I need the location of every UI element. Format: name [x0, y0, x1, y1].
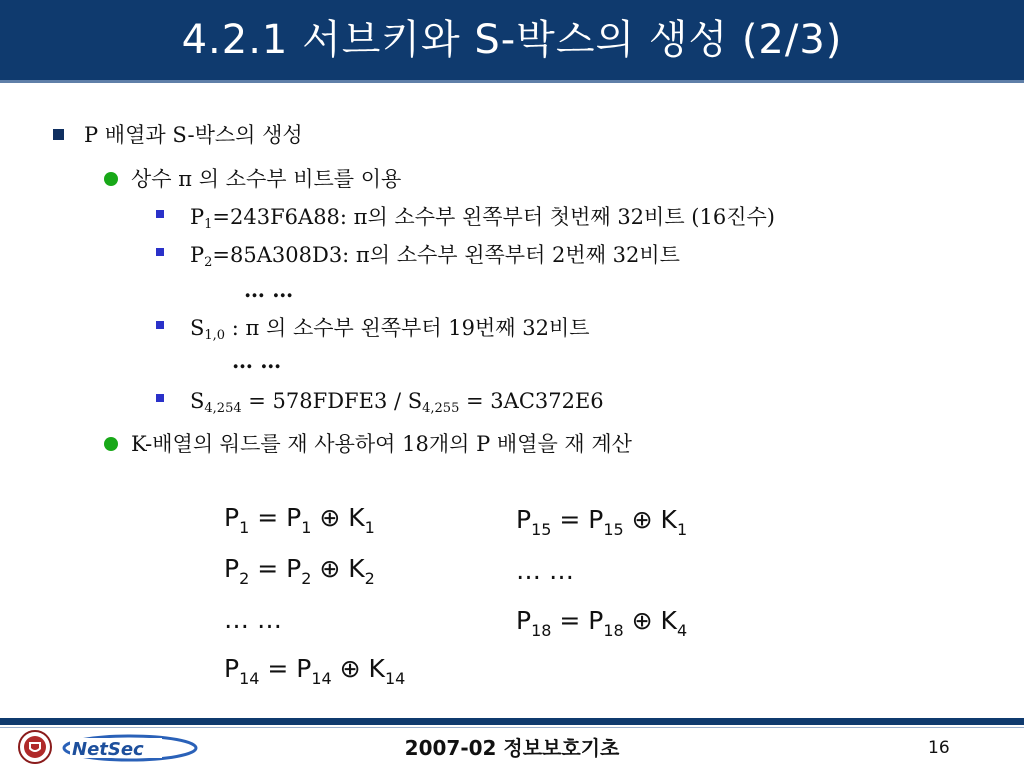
title-underline: [0, 80, 1024, 83]
page-number: 16: [928, 738, 950, 758]
bullet-l2b-text: K-배열의 워드를 재 사용하여 18개의 P 배열을 재 계산: [131, 432, 632, 456]
s4-mid: = 578FDFE3 / S: [241, 389, 423, 413]
formula-sub: 18: [531, 621, 552, 640]
formula-term: P: [224, 503, 240, 532]
p1-base: P: [190, 205, 205, 229]
formula-sub: 1: [364, 518, 375, 537]
formula-term: = P: [249, 554, 302, 583]
formula-term: = P: [551, 606, 604, 635]
ellipsis-2: … …: [232, 348, 282, 373]
formula-term: ⊕ K: [311, 554, 365, 583]
formula-sub: 14: [239, 669, 260, 688]
bullet-p2: [190, 242, 680, 268]
formula-sub: 4: [676, 621, 688, 640]
small-square-bullet-icon: [156, 321, 164, 329]
square-bullet-icon: [53, 129, 64, 140]
formula-sub: 15: [531, 520, 552, 539]
bullet-p1: [190, 204, 775, 230]
s10-rest: : π 의 소수부 왼쪽부터 19번째 32비트: [225, 316, 590, 340]
formula-sub: 15: [603, 520, 624, 539]
ellipsis-1: … …: [244, 277, 294, 302]
footer-thin-rule: [0, 727, 1024, 728]
s4-rest: = 3AC372E6: [459, 389, 604, 413]
formula-p18: [516, 606, 688, 640]
formula-term: P: [516, 606, 532, 635]
formula-term: ⊕ K: [311, 503, 365, 532]
bullet-l1-text: P 배열과 S-박스의 생성: [84, 123, 303, 147]
formula-p2: [224, 554, 375, 588]
small-square-bullet-icon: [156, 210, 164, 218]
s4-sub2: 4,255: [422, 401, 460, 416]
circle-bullet-icon: [104, 172, 118, 186]
formula-sub: 18: [603, 621, 624, 640]
formula-term: = P: [249, 503, 302, 532]
s4-base1: S: [190, 389, 205, 413]
s10-base: S: [190, 316, 205, 340]
circle-bullet-icon: [104, 437, 118, 451]
formula-term: = P: [259, 654, 312, 683]
s10-sub: 1,0: [204, 328, 226, 343]
formula-sub: 2: [364, 569, 375, 588]
formula-sub: 14: [311, 669, 332, 688]
formula-p1: [224, 503, 375, 537]
p2-base: P: [190, 243, 205, 267]
formula-sub: 1: [301, 518, 312, 537]
netsec-logo-text: NetSec: [72, 739, 144, 760]
p2-rest: =85A308D3: π의 소수부 왼쪽부터 2번째 32비트: [212, 243, 680, 267]
formula-ellipsis-right: … …: [516, 556, 574, 585]
formula-sub: 2: [301, 569, 312, 588]
bullet-s10: [190, 315, 590, 341]
formula-p15: [516, 505, 688, 539]
p1-sub: 1: [204, 217, 213, 232]
formula-term: P: [516, 505, 532, 534]
p1-rest: =243F6A88: π의 소수부 왼쪽부터 첫번째 32비트 (16진수): [212, 205, 775, 229]
bullet-s4: [190, 388, 604, 414]
small-square-bullet-icon: [156, 248, 164, 256]
formula-term: ⊕ K: [623, 606, 677, 635]
p2-sub: 2: [204, 255, 213, 270]
slide-title: 4.2.1 서브키와 S-박스의 생성 (2/3): [181, 17, 843, 63]
formula-term: ⊕ K: [331, 654, 385, 683]
bullet-l2a-text: 상수 π 의 소수부 비트를 이용: [131, 167, 402, 191]
footer-rule: [0, 718, 1024, 725]
small-square-bullet-icon: [156, 394, 164, 402]
formula-sub: 2: [239, 569, 250, 588]
s4-sub1: 4,254: [204, 401, 242, 416]
formula-sub: 14: [384, 669, 406, 688]
formula-ellipsis-left: … …: [224, 605, 282, 634]
formula-term: P: [224, 554, 240, 583]
formula-sub: 1: [676, 520, 688, 539]
formula-term: ⊕ K: [623, 505, 677, 534]
formula-sub: 1: [239, 518, 250, 537]
formula-term: P: [224, 654, 240, 683]
formula-p14: [224, 654, 406, 688]
formula-term: = P: [551, 505, 604, 534]
footer-course-label: 2007-02 정보보호기초: [404, 736, 620, 760]
